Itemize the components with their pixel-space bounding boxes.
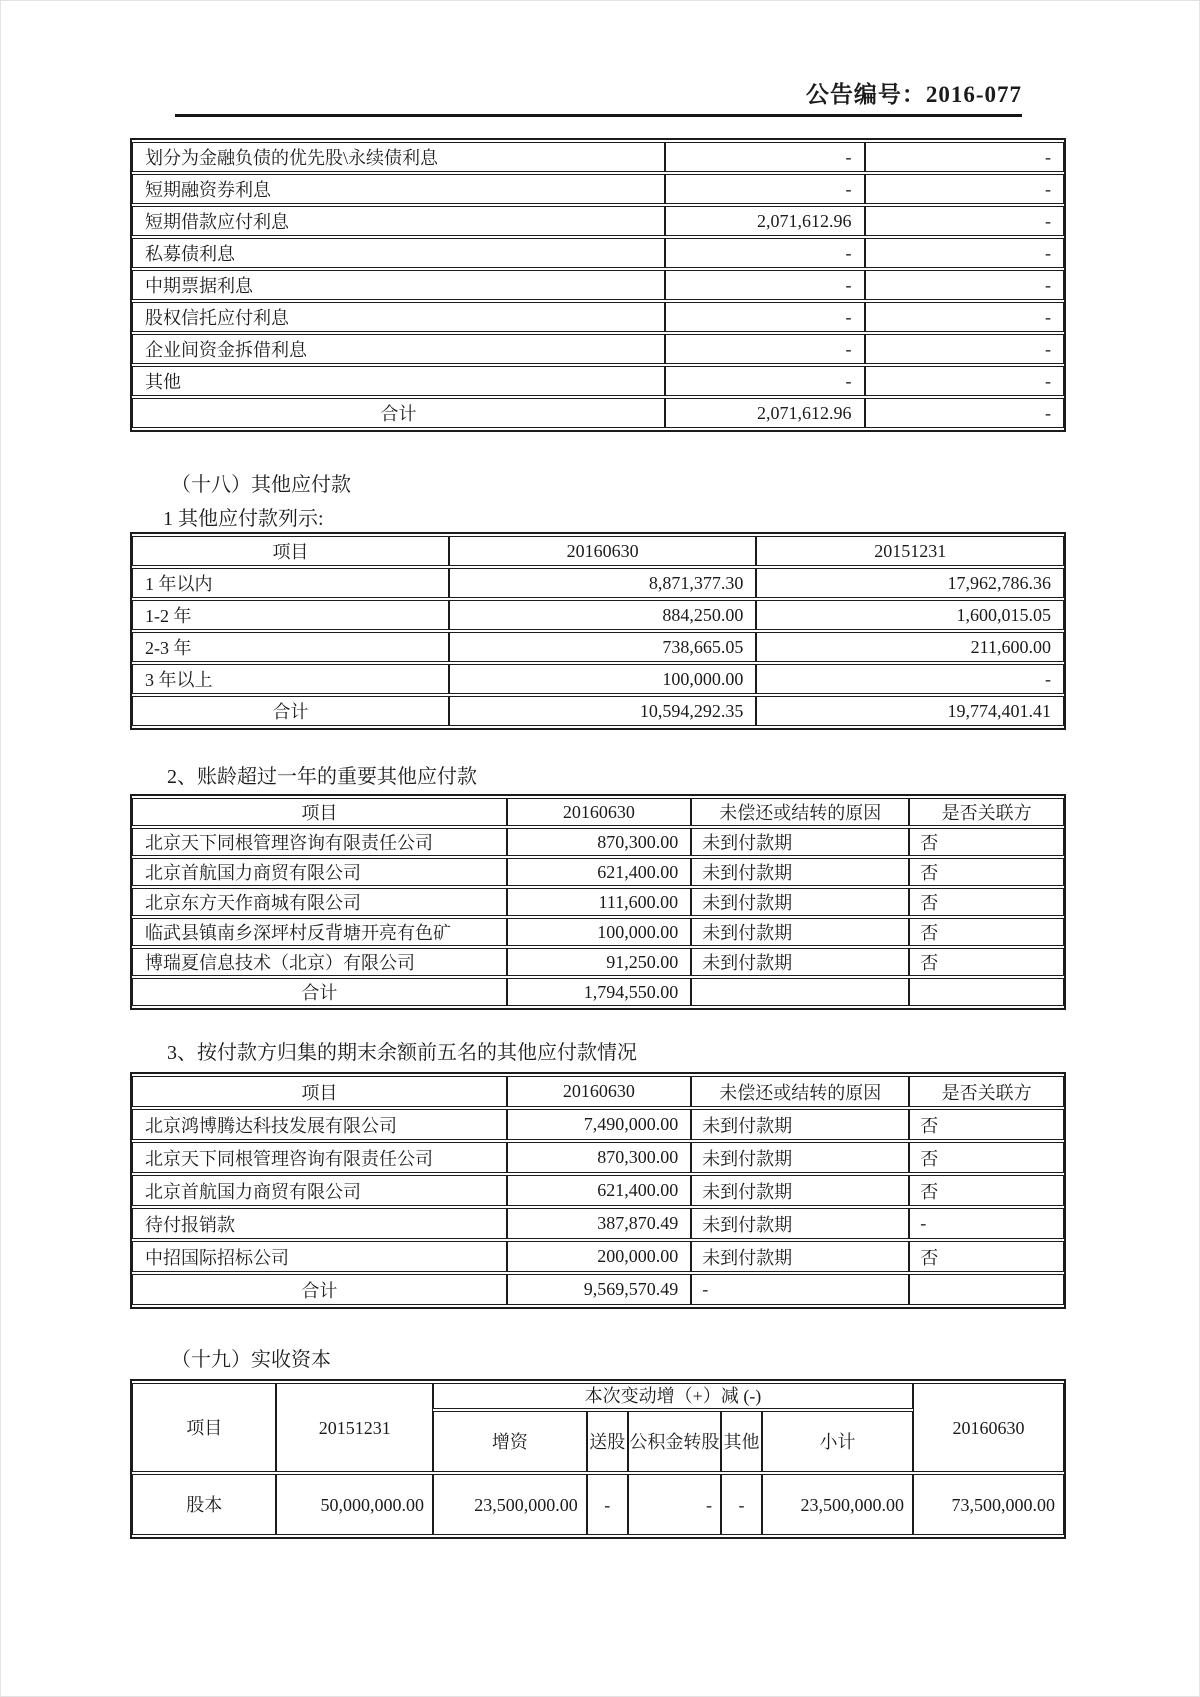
item-cell: 股权信托应付利息 [132,302,665,332]
table-row [132,142,1064,172]
related-cell [909,978,1064,1006]
total-label-cell: 合计 [132,978,507,1006]
total-label-cell: 合计 [132,398,665,428]
value-cell: - [865,142,1064,172]
item-cell: 1 年以内 [132,568,449,598]
value-cell: 870,300.00 [507,1142,692,1173]
value-cell: 621,400.00 [507,1175,692,1206]
item-cell: 北京天下同根管理咨询有限责任公司 [132,1142,507,1173]
table-row [132,302,1064,332]
item-cell: 博瑞夏信息技术（北京）有限公司 [132,948,507,976]
column-header: 20151231 [756,536,1064,566]
value-cell: 2,071,612.96 [665,398,864,428]
item-cell: 北京东方天作商城有限公司 [132,888,507,916]
item-cell: 北京首航国力商贸有限公司 [132,858,507,886]
paid-in-capital-table [130,1379,1066,1539]
table-row [132,270,1064,300]
related-cell: 否 [909,1142,1064,1173]
table-row [132,174,1064,204]
related-cell: 否 [909,948,1064,976]
column-header: 20151231 [276,1383,433,1472]
announcement-number: 公告编号：2016-077 [805,82,1022,107]
related-cell: 否 [909,1175,1064,1206]
interest-payable-table [130,138,1066,432]
value-cell: - [865,366,1064,396]
column-header: 其他 [721,1411,762,1472]
header-row [132,1076,1064,1107]
column-header: 送股 [587,1411,628,1472]
table-row [132,888,1064,916]
value-cell: 91,250.00 [507,948,692,976]
column-header: 20160630 [507,1076,692,1107]
total-row [132,978,1064,1006]
related-cell: 否 [909,1241,1064,1272]
table-row [132,632,1064,662]
value-cell: 1,794,550.00 [507,978,692,1006]
section-18-sub1-title: 1 其他应付款列示: [163,508,324,530]
column-header: 项目 [132,1383,276,1472]
table-row [132,206,1064,236]
other-payables-aging-table [130,532,1066,730]
item-cell: 股本 [132,1474,276,1535]
value-cell: 100,000.00 [449,664,757,694]
column-header: 20160630 [449,536,757,566]
section-18-sub2-title: 2、账龄超过一年的重要其他应付款 [167,766,477,788]
reason-cell: - [691,1274,909,1305]
table-row [132,334,1064,364]
value-cell: - [665,302,864,332]
reason-cell: 未到付款期 [691,888,909,916]
value-cell: - [721,1474,762,1535]
value-cell: 50,000,000.00 [276,1474,433,1535]
table-row [132,366,1064,396]
value-cell: 111,600.00 [507,888,692,916]
value-cell: 17,962,786.36 [756,568,1064,598]
value-cell: 9,569,570.49 [507,1274,692,1305]
table-row [132,1208,1064,1239]
important-over-one-year-table [130,794,1066,1010]
table-row [132,1175,1064,1206]
value-cell: 23,500,000.00 [762,1474,913,1535]
reason-cell: 未到付款期 [691,918,909,946]
item-cell: 短期融资券利息 [132,174,665,204]
value-cell: - [665,366,864,396]
reason-cell: 未到付款期 [691,1208,909,1239]
item-cell: 待付报销款 [132,1208,507,1239]
header-row [132,798,1064,826]
column-header: 未偿还或结转的原因 [691,798,909,826]
item-cell: 短期借款应付利息 [132,206,665,236]
value-cell: - [865,270,1064,300]
table-row [132,600,1064,630]
header-rule [175,114,1022,117]
column-header: 20160630 [913,1383,1064,1472]
value-cell: 19,774,401.41 [756,696,1064,726]
column-header: 项目 [132,1076,507,1107]
table-row [132,918,1064,946]
column-header: 是否关联方 [909,798,1064,826]
total-row [132,398,1064,428]
table-row [132,828,1064,856]
value-cell: - [865,302,1064,332]
value-cell: 7,490,000.00 [507,1109,692,1140]
related-cell: - [909,1208,1064,1239]
reason-cell: 未到付款期 [691,1175,909,1206]
table-row [132,238,1064,268]
value-cell: 870,300.00 [507,828,692,856]
value-cell: 200,000.00 [507,1241,692,1272]
value-cell: 738,665.05 [449,632,757,662]
item-cell: 北京天下同根管理咨询有限责任公司 [132,828,507,856]
item-cell: 中招国际招标公司 [132,1241,507,1272]
item-cell: 私募债利息 [132,238,665,268]
column-header: 项目 [132,798,507,826]
column-header: 小计 [762,1411,913,1472]
value-cell: - [865,238,1064,268]
reason-cell: 未到付款期 [691,948,909,976]
item-cell: 2-3 年 [132,632,449,662]
header-row [132,1383,1064,1409]
column-header: 公积金转股 [628,1411,721,1472]
value-cell: 100,000.00 [507,918,692,946]
value-cell: 211,600.00 [756,632,1064,662]
reason-cell: 未到付款期 [691,828,909,856]
value-cell: - [587,1474,628,1535]
related-cell: 否 [909,1109,1064,1140]
item-cell: 划分为金融负债的优先股\永续债利息 [132,142,665,172]
table-row [132,858,1064,886]
table-row [132,948,1064,976]
item-cell: 北京鸿博腾达科技发展有限公司 [132,1109,507,1140]
item-cell: 企业间资金拆借利息 [132,334,665,364]
top-five-payables-table [130,1072,1066,1309]
value-cell: 73,500,000.00 [913,1474,1064,1535]
value-cell: - [665,334,864,364]
section-18-sub3-title: 3、按付款方归集的期末余额前五名的其他应付款情况 [167,1042,637,1064]
value-cell: 621,400.00 [507,858,692,886]
table-row [132,664,1064,694]
total-row [132,1274,1064,1305]
value-cell: - [865,174,1064,204]
reason-cell: 未到付款期 [691,1109,909,1140]
table-row [132,568,1064,598]
value-cell: - [665,174,864,204]
change-group-header: 本次变动增（+）减 (-) [433,1383,913,1409]
value-cell: - [665,238,864,268]
value-cell: - [865,206,1064,236]
table-row [132,1142,1064,1173]
value-cell: 8,871,377.30 [449,568,757,598]
value-cell: - [865,398,1064,428]
section-19-title: （十九）实收资本 [171,1349,331,1371]
related-cell: 否 [909,828,1064,856]
related-cell: 否 [909,858,1064,886]
value-cell: - [665,142,864,172]
section-18-title: （十八）其他应付款 [171,474,351,496]
item-cell: 1-2 年 [132,600,449,630]
reason-cell: 未到付款期 [691,858,909,886]
value-cell: 2,071,612.96 [665,206,864,236]
reason-cell [691,978,909,1006]
header-row [132,536,1064,566]
value-cell: 23,500,000.00 [433,1474,587,1535]
value-cell: - [665,270,864,300]
column-header: 20160630 [507,798,692,826]
table-row [132,1241,1064,1272]
value-cell: 1,600,015.05 [756,600,1064,630]
item-cell: 中期票据利息 [132,270,665,300]
table-row [132,1109,1064,1140]
value-cell: - [628,1474,721,1535]
total-label-cell: 合计 [132,696,449,726]
total-label-cell: 合计 [132,1274,507,1305]
total-row [132,696,1064,726]
item-cell: 临武县镇南乡深坪村反背塘开亮有色矿 [132,918,507,946]
value-cell: - [865,334,1064,364]
column-header: 项目 [132,536,449,566]
column-header: 是否关联方 [909,1076,1064,1107]
column-header: 增资 [433,1411,587,1472]
item-cell: 其他 [132,366,665,396]
value-cell: 387,870.49 [507,1208,692,1239]
value-cell: 884,250.00 [449,600,757,630]
related-cell [909,1274,1064,1305]
related-cell: 否 [909,918,1064,946]
value-cell: - [756,664,1064,694]
column-header: 未偿还或结转的原因 [691,1076,909,1107]
reason-cell: 未到付款期 [691,1142,909,1173]
related-cell: 否 [909,888,1064,916]
value-cell: 10,594,292.35 [449,696,757,726]
table-row [132,1474,1064,1535]
item-cell: 北京首航国力商贸有限公司 [132,1175,507,1206]
reason-cell: 未到付款期 [691,1241,909,1272]
item-cell: 3 年以上 [132,664,449,694]
